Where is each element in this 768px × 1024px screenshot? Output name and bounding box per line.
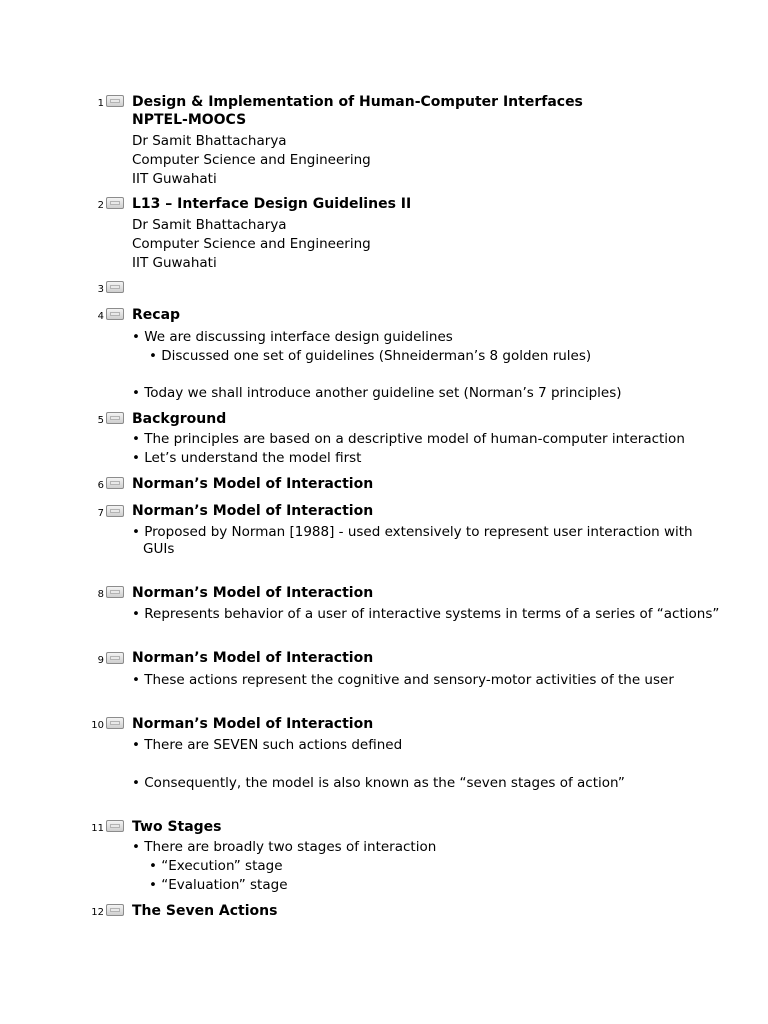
slide-thumbnail-icon[interactable] [106, 412, 124, 424]
slide-thumbnail-icon[interactable] [106, 477, 124, 489]
slide-thumbnail-icon[interactable] [106, 717, 124, 729]
bullet-item: • There are broadly two stages of interaction [132, 839, 437, 855]
slide-text-line: IIT Guwahati [132, 171, 217, 187]
slide-thumbnail-icon[interactable] [106, 505, 124, 517]
slide-title: Norman’s Model of Interaction [132, 476, 374, 492]
slide-title: Norman’s Model of Interaction [132, 716, 374, 732]
slide-thumbnail-icon[interactable] [106, 904, 124, 916]
slide-thumbnail-icon[interactable] [106, 586, 124, 598]
slide-text-line: Dr Samit Bhattacharya [132, 133, 287, 149]
slide-title: Norman’s Model of Interaction [132, 650, 374, 666]
slide-title: Norman’s Model of Interaction [132, 585, 374, 601]
slide-number: 5 [97, 415, 104, 426]
bullet-item: • Discussed one set of guidelines (Shneiderman’s 8 golden rules) [149, 348, 592, 364]
bullet-item: • Let’s understand the model first [132, 450, 362, 466]
slide-subtitle: NPTEL-MOOCS [132, 112, 247, 128]
slide-number: 12 [91, 907, 104, 918]
bullet-item: • “Execution” stage [149, 858, 283, 874]
bullet-item: • Represents behavior of a user of interactive systems in terms of a series of “actions” [132, 606, 720, 622]
bullet-item: • These actions represent the cognitive and sensory-motor activities of the user [132, 672, 674, 688]
slide-title: Norman’s Model of Interaction [132, 503, 374, 519]
slide-title: Design & Implementation of Human-Computer Interfaces [132, 94, 583, 110]
slide-number: 7 [97, 508, 104, 519]
slide-text-line: IIT Guwahati [132, 255, 217, 271]
slide-number: 11 [91, 823, 104, 834]
slide-title: Two Stages [132, 819, 222, 835]
slide-text-line: Computer Science and Engineering [132, 152, 371, 168]
slide-number: 2 [97, 200, 104, 211]
slide-number: 9 [97, 655, 104, 666]
slide-thumbnail-icon[interactable] [106, 197, 124, 209]
bullet-item: • Consequently, the model is also known as the “seven stages of action” [132, 775, 625, 791]
slide-thumbnail-icon[interactable] [106, 652, 124, 664]
slide-thumbnail-icon[interactable] [106, 281, 124, 293]
slide-title: Recap [132, 307, 181, 323]
slide-title: L13 – Interface Design Guidelines II [132, 196, 412, 212]
slide-number: 1 [97, 98, 104, 109]
slide-number: 10 [91, 720, 104, 731]
slide-thumbnail-icon[interactable] [106, 820, 124, 832]
bullet-item: • Proposed by Norman [1988] - used extensively to represent user interaction with [132, 524, 693, 540]
bullet-item: • We are discussing interface design guidelines [132, 329, 453, 345]
slide-text-line: Computer Science and Engineering [132, 236, 371, 252]
slide-title: The Seven Actions [132, 903, 278, 919]
slide-text-line: Dr Samit Bhattacharya [132, 217, 287, 233]
slide-thumbnail-icon[interactable] [106, 95, 124, 107]
bullet-item: • The principles are based on a descriptive model of human-computer interaction [132, 431, 685, 447]
slide-number: 4 [97, 311, 104, 322]
slide-thumbnail-icon[interactable] [106, 308, 124, 320]
slide-number: 3 [97, 284, 104, 295]
slide-title: Background [132, 411, 227, 427]
bullet-item-continuation: GUIs [143, 541, 175, 557]
bullet-item: • There are SEVEN such actions defined [132, 737, 403, 753]
bullet-item: • “Evaluation” stage [149, 877, 288, 893]
slide-number: 8 [97, 589, 104, 600]
bullet-item: • Today we shall introduce another guideline set (Norman’s 7 principles) [132, 385, 622, 401]
slide-number: 6 [97, 480, 104, 491]
